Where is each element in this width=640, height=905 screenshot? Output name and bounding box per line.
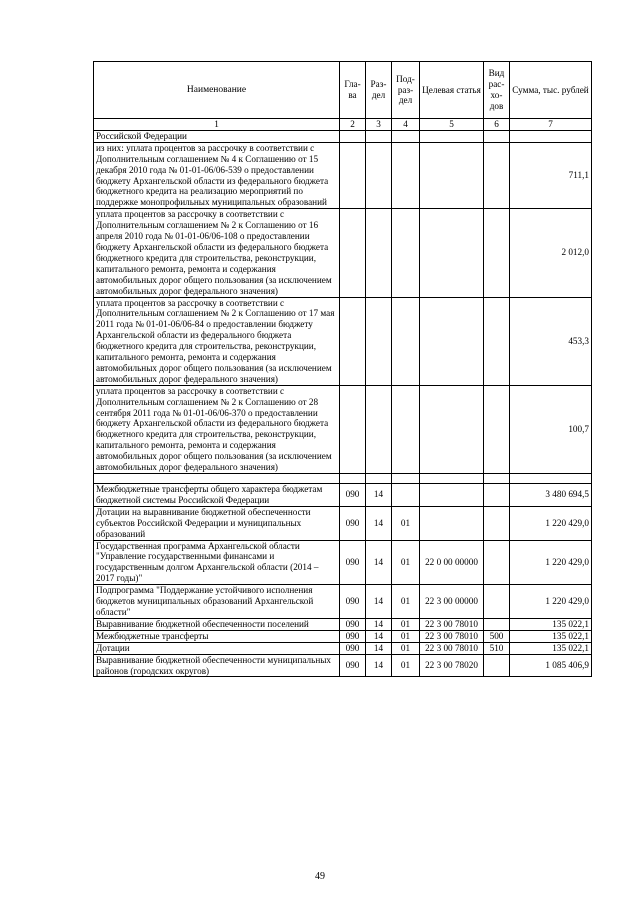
row-name: Дотации (94, 642, 340, 654)
row-podrazdel (392, 385, 420, 473)
row-sum: 1 220 429,0 (510, 506, 592, 540)
page-number: 49 (315, 871, 325, 882)
row-name: Российской Федерации (94, 130, 340, 142)
row-target: 22 3 00 78010 (420, 642, 484, 654)
table-row (94, 618, 592, 630)
table-row (94, 540, 592, 585)
row-name: уплата процентов за рассрочку в соответствии с Дополнительным соглашением № 2 к Соглашению от 16 апреля 2010 года № 01-01-06/06-108 о предоставлении бюджету Архангельской области из федерального бюджета бюджетного кредита для строительства, реконструкции, капитального ремонта, ремонта и содержания автомобильных дорог общего пользования (за исключением автомобильных дорог федерального значения) (94, 209, 340, 297)
row-glava (340, 297, 366, 385)
row-sum (510, 474, 592, 484)
row-vid (484, 209, 510, 297)
row-podrazdel (392, 130, 420, 142)
row-sum (510, 130, 592, 142)
header-row (94, 62, 592, 119)
row-vid: 500 (484, 630, 510, 642)
table-body (94, 130, 592, 677)
column-number: 1 (94, 119, 340, 131)
row-name: Выравнивание бюджетной обеспеченности муниципальных районов (городских округов) (94, 654, 340, 677)
row-vid: 510 (484, 642, 510, 654)
row-razdel: 14 (366, 654, 392, 677)
row-glava: 090 (340, 506, 366, 540)
row-target (420, 385, 484, 473)
row-razdel: 14 (366, 642, 392, 654)
table-row (94, 484, 592, 507)
row-vid (484, 506, 510, 540)
column-number: 3 (366, 119, 392, 131)
row-sum: 2 012,0 (510, 209, 592, 297)
row-razdel (366, 297, 392, 385)
row-razdel (366, 385, 392, 473)
row-podrazdel: 01 (392, 654, 420, 677)
row-sum: 1 085 406,9 (510, 654, 592, 677)
row-podrazdel (392, 297, 420, 385)
row-razdel (366, 209, 392, 297)
header-sum: Сумма, тыс. рублей (510, 62, 592, 119)
row-podrazdel: 01 (392, 618, 420, 630)
header-podrazdel: Под-раз-дел (392, 62, 420, 119)
row-razdel: 14 (366, 484, 392, 507)
row-podrazdel: 01 (392, 540, 420, 585)
table-row (94, 506, 592, 540)
row-vid (484, 654, 510, 677)
row-podrazdel (392, 474, 420, 484)
table-row (94, 642, 592, 654)
row-glava (340, 385, 366, 473)
table-row (94, 630, 592, 642)
row-vid (484, 585, 510, 619)
row-target (420, 506, 484, 540)
row-glava (340, 142, 366, 208)
row-name: Межбюджетные трансферты (94, 630, 340, 642)
row-name: Дотации на выравнивание бюджетной обеспеченности субъектов Российской Федерации и муниципальных образований (94, 506, 340, 540)
table-row (94, 474, 592, 484)
row-vid (484, 130, 510, 142)
row-target (420, 209, 484, 297)
row-glava: 090 (340, 630, 366, 642)
row-razdel: 14 (366, 506, 392, 540)
row-glava: 090 (340, 540, 366, 585)
row-name: уплата процентов за рассрочку в соответствии с Дополнительным соглашением № 2 к Соглашению от 17 мая 2011 года № 01-01-06/06-84 о предоставлении бюджету Архангельской области из федерального бюджета бюджетного кредита для строительства, реконструкции, капитального ремонта, ремонта и содержания автомобильных дорог общего пользования (за исключением автомобильных дорог федерального значения) (94, 297, 340, 385)
row-target: 22 3 00 00000 (420, 585, 484, 619)
row-razdel: 14 (366, 585, 392, 619)
row-podrazdel (392, 484, 420, 507)
row-target (420, 484, 484, 507)
row-razdel: 14 (366, 630, 392, 642)
row-razdel: 14 (366, 540, 392, 585)
row-name: Межбюджетные трансферты общего характера бюджетам бюджетной системы Российской Федерации (94, 484, 340, 507)
row-glava (340, 209, 366, 297)
row-razdel: 14 (366, 618, 392, 630)
budget-table (93, 61, 592, 677)
table-row (94, 209, 592, 297)
column-number-row (94, 119, 592, 131)
row-name (94, 474, 340, 484)
row-name: уплата процентов за рассрочку в соответствии с Дополнительным соглашением № 2 к Соглашению от 28 сентября 2011 года № 01-01-06/06-370 о предоставлении бюджету Архангельской области из федерального бюджета бюджетного кредита для строительства, реконструкции, капитального ремонта, ремонта и содержания автомобильных дорог общего пользования (за исключением автомобильных дорог федерального значения) (94, 385, 340, 473)
row-glava: 090 (340, 618, 366, 630)
table-row (94, 654, 592, 677)
row-target: 22 3 00 78020 (420, 654, 484, 677)
row-target (420, 474, 484, 484)
row-podrazdel: 01 (392, 585, 420, 619)
table-row (94, 585, 592, 619)
row-glava: 090 (340, 484, 366, 507)
row-vid (484, 618, 510, 630)
table-row (94, 130, 592, 142)
row-razdel (366, 474, 392, 484)
header-vid: Вид рас-хо-дов (484, 62, 510, 119)
row-sum: 711,1 (510, 142, 592, 208)
row-sum: 135 022,1 (510, 618, 592, 630)
column-number: 2 (340, 119, 366, 131)
row-sum: 135 022,1 (510, 642, 592, 654)
row-name: Выравнивание бюджетной обеспеченности поселений (94, 618, 340, 630)
row-target (420, 142, 484, 208)
row-glava: 090 (340, 654, 366, 677)
row-podrazdel: 01 (392, 630, 420, 642)
row-glava (340, 130, 366, 142)
row-target: 22 3 00 78010 (420, 630, 484, 642)
row-vid (484, 142, 510, 208)
row-podrazdel: 01 (392, 642, 420, 654)
table-row (94, 142, 592, 208)
table-row (94, 385, 592, 473)
row-razdel (366, 142, 392, 208)
header-razdel: Раз-дел (366, 62, 392, 119)
column-number: 6 (484, 119, 510, 131)
row-razdel (366, 130, 392, 142)
row-sum: 1 220 429,0 (510, 540, 592, 585)
row-podrazdel (392, 209, 420, 297)
row-sum: 3 480 694,5 (510, 484, 592, 507)
row-vid (484, 297, 510, 385)
row-name: Подпрограмма "Поддержание устойчивого исполнения бюджетов муниципальных образований Архангельской области" (94, 585, 340, 619)
header-glava: Гла-ва (340, 62, 366, 119)
column-number: 5 (420, 119, 484, 131)
row-podrazdel (392, 142, 420, 208)
row-sum: 100,7 (510, 385, 592, 473)
row-sum: 1 220 429,0 (510, 585, 592, 619)
row-name: Государственная программа Архангельской области "Управление государственными финансами и государственным долгом Архангельской области (2014 – 2017 годы)" (94, 540, 340, 585)
row-glava: 090 (340, 585, 366, 619)
row-glava (340, 474, 366, 484)
header-name: Наименование (94, 62, 340, 119)
row-target (420, 297, 484, 385)
header-target: Целевая статья (420, 62, 484, 119)
row-vid (484, 540, 510, 585)
row-target: 22 3 00 78010 (420, 618, 484, 630)
row-podrazdel: 01 (392, 506, 420, 540)
row-glava: 090 (340, 642, 366, 654)
row-name: из них: уплата процентов за рассрочку в соответствии с Дополнительным соглашением № 4 к Соглашению от 15 декабря 2010 года № 01-01-06/06-539 о предоставлении бюджету Архангельской области из федерального бюджета бюджетного кредита на реализацию мероприятий по поддержке монопрофильных муниципальных образований (94, 142, 340, 208)
row-sum: 453,3 (510, 297, 592, 385)
row-vid (484, 474, 510, 484)
table-row (94, 297, 592, 385)
column-number: 4 (392, 119, 420, 131)
row-sum: 135 022,1 (510, 630, 592, 642)
column-number: 7 (510, 119, 592, 131)
row-target (420, 130, 484, 142)
row-vid (484, 385, 510, 473)
row-vid (484, 484, 510, 507)
row-target: 22 0 00 00000 (420, 540, 484, 585)
